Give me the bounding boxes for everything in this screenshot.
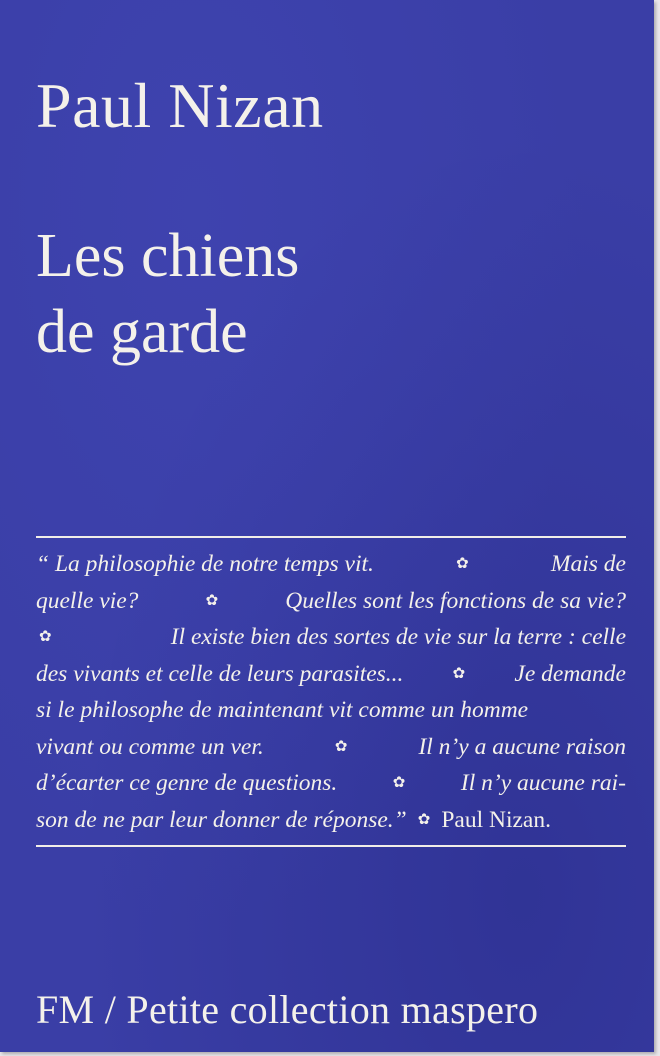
ornament-icon: ✿ xyxy=(39,629,52,645)
title-line-1: Les chiens xyxy=(36,222,300,290)
quote-line: son de ne par leur donner de réponse.” ✿ Paul Nizan. xyxy=(36,802,626,839)
quote-line: quelle vie? ✿ Quelles sont les fonctions de sa vie? xyxy=(36,583,626,620)
quote-block xyxy=(36,546,626,838)
series-name: FM / Petite collection maspero xyxy=(36,987,539,1032)
bottom-divider xyxy=(36,845,626,847)
title-line-2: de garde xyxy=(36,298,248,366)
ornament-icon: ✿ xyxy=(205,592,219,609)
author-name: Paul Nizan xyxy=(36,70,324,141)
ornament-icon: ✿ xyxy=(456,556,469,572)
book-title xyxy=(36,218,299,370)
quote-line: “ La philosophie de notre temps vit. ✿ Mais de xyxy=(36,546,626,583)
quote-line: des vivants et celle de leurs parasites... ✿ Je demande xyxy=(36,656,626,693)
ornament-icon: ✿ xyxy=(392,775,406,791)
ornament-icon: ✿ xyxy=(452,665,466,682)
top-divider xyxy=(36,536,626,538)
quote-signature: Paul Nizan. xyxy=(441,806,551,833)
ornament-icon: ✿ xyxy=(417,811,431,828)
quote-line: ✿ Il existe bien des sortes de vie sur la terre : celle xyxy=(36,619,626,656)
quote-line: d’écarter ce genre de questions. ✿ Il n’y aucune rai- xyxy=(36,765,626,802)
ornament-icon: ✿ xyxy=(334,738,348,755)
quote-line: si le philosophe de maintenant vit comme un homme xyxy=(36,697,529,723)
quote-line: vivant ou comme un ver. ✿ Il n’y a aucune raison xyxy=(36,729,626,766)
